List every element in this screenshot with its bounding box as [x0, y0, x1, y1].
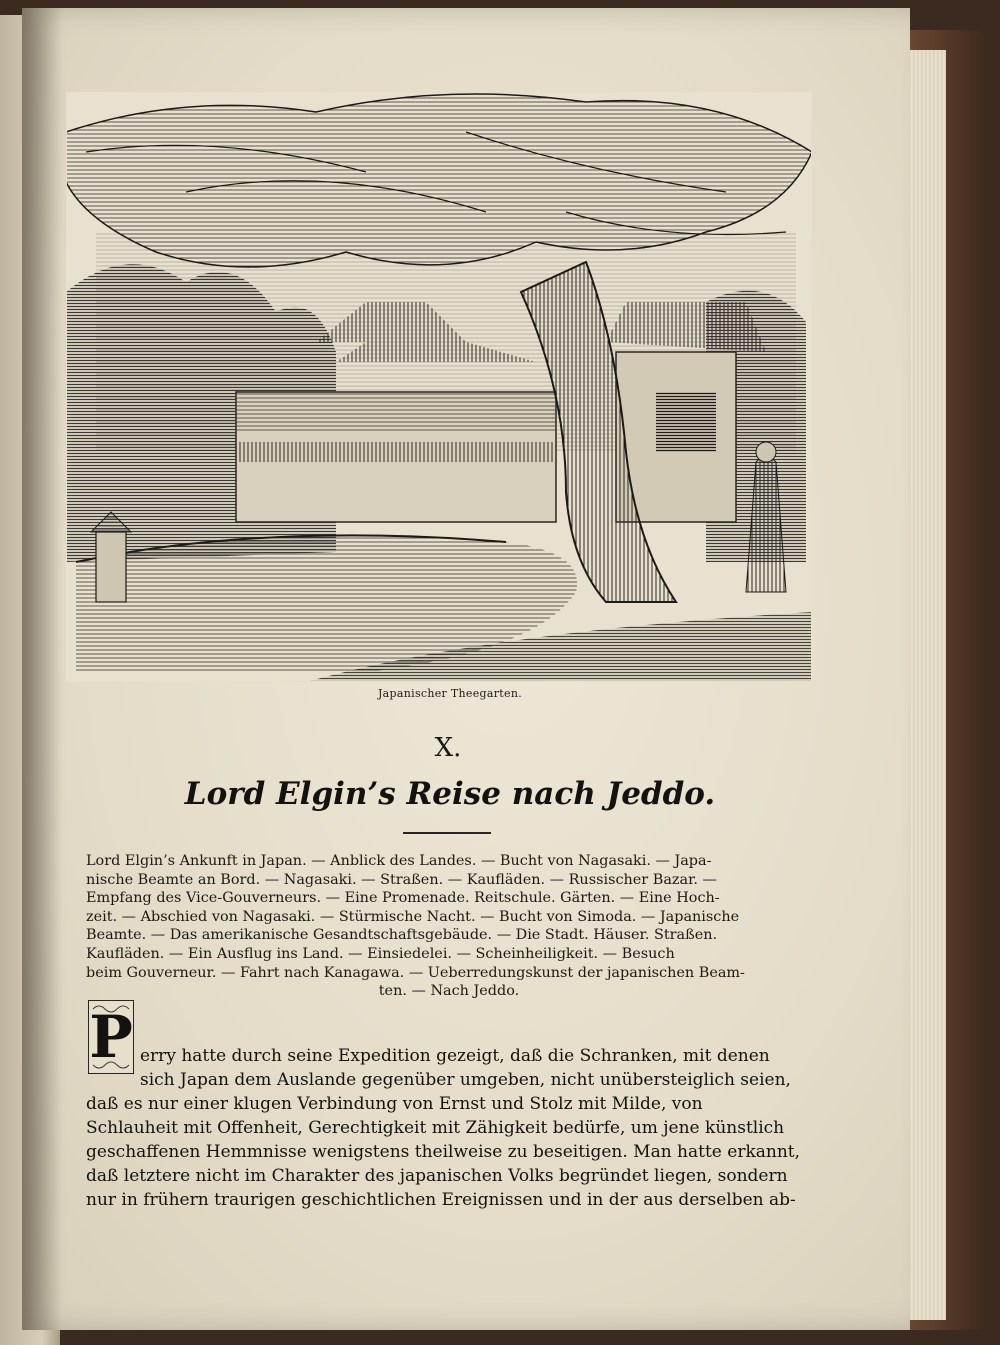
synopsis-line: Lord Elgin’s Ankunft in Japan. — Anblick des Landes. — Bucht von Nagasaki. — Japa- — [86, 853, 712, 869]
body-paragraph — [86, 1044, 814, 1212]
synopsis-line: Beamte. — Das amerikanische Gesandtschaftsgebäude. — Die Stadt. Häuser. Straßen. — [86, 927, 718, 944]
body-line: nur in frühern traurigen geschichtlichen Ereignissen und in der aus derselben ab- — [86, 1190, 796, 1210]
synopsis-line: beim Gouverneur. — Fahrt nach Kanagawa. — Ueberredungskunst der japanischen Beam- — [86, 964, 745, 981]
body-line: erry hatte durch seine Expedition gezeigt, daß die Schranken, mit denen — [140, 1046, 770, 1066]
synopsis-line: ten. — Nach Jeddo. — [378, 983, 520, 1000]
chapter-title: Lord Elgin’s Reise nach Jeddo. — [184, 776, 716, 812]
synopsis-line: Empfang des Vice-Gouverneurs. — Eine Promenade. Reitschule. Gärten. — Eine Hoch- — [86, 890, 720, 907]
synopsis-line: zeit. — Abschied von Nagasaki. — Stürmische Nacht. — Bucht von Simoda. — Japanische — [86, 908, 740, 925]
body-line: Schlauheit mit Offenheit, Gerechtigkeit mit Zähigkeit bedürfe, um jene künstlich — [86, 1118, 785, 1138]
chapter-synopsis — [86, 852, 812, 1001]
title-rule — [403, 832, 491, 834]
gutter-shadow — [22, 8, 62, 1330]
chapter-number: X. — [434, 733, 462, 763]
synopsis-line: Kaufläden. — Ein Ausflug ins Land. — Einsiedelei. — Scheinheiligkeit. — Besuch — [86, 945, 675, 962]
body-line: daß es nur einer klugen Verbindung von Ernst und Stolz mit Milde, von — [86, 1094, 703, 1114]
body-line: geschaffenen Hemmnisse wenigstens theilweise zu beseitigen. Man hatte erkannt, — [86, 1142, 801, 1162]
initial-letter: P — [89, 1003, 133, 1071]
body-line: daß letztere nicht im Charakter des japanischen Volks begründet liegen, sondern — [86, 1166, 788, 1186]
engraving-illustration — [66, 92, 812, 682]
illustration-caption: Japanischer Theegarten. — [377, 687, 523, 700]
body-line: sich Japan dem Auslande gegenüber umgeben, nicht unübersteiglich seien, — [140, 1070, 791, 1090]
synopsis-line: nische Beamte an Bord. — Nagasaki. — Straßen. — Kaufläden. — Russischer Bazar. — — [86, 871, 717, 888]
